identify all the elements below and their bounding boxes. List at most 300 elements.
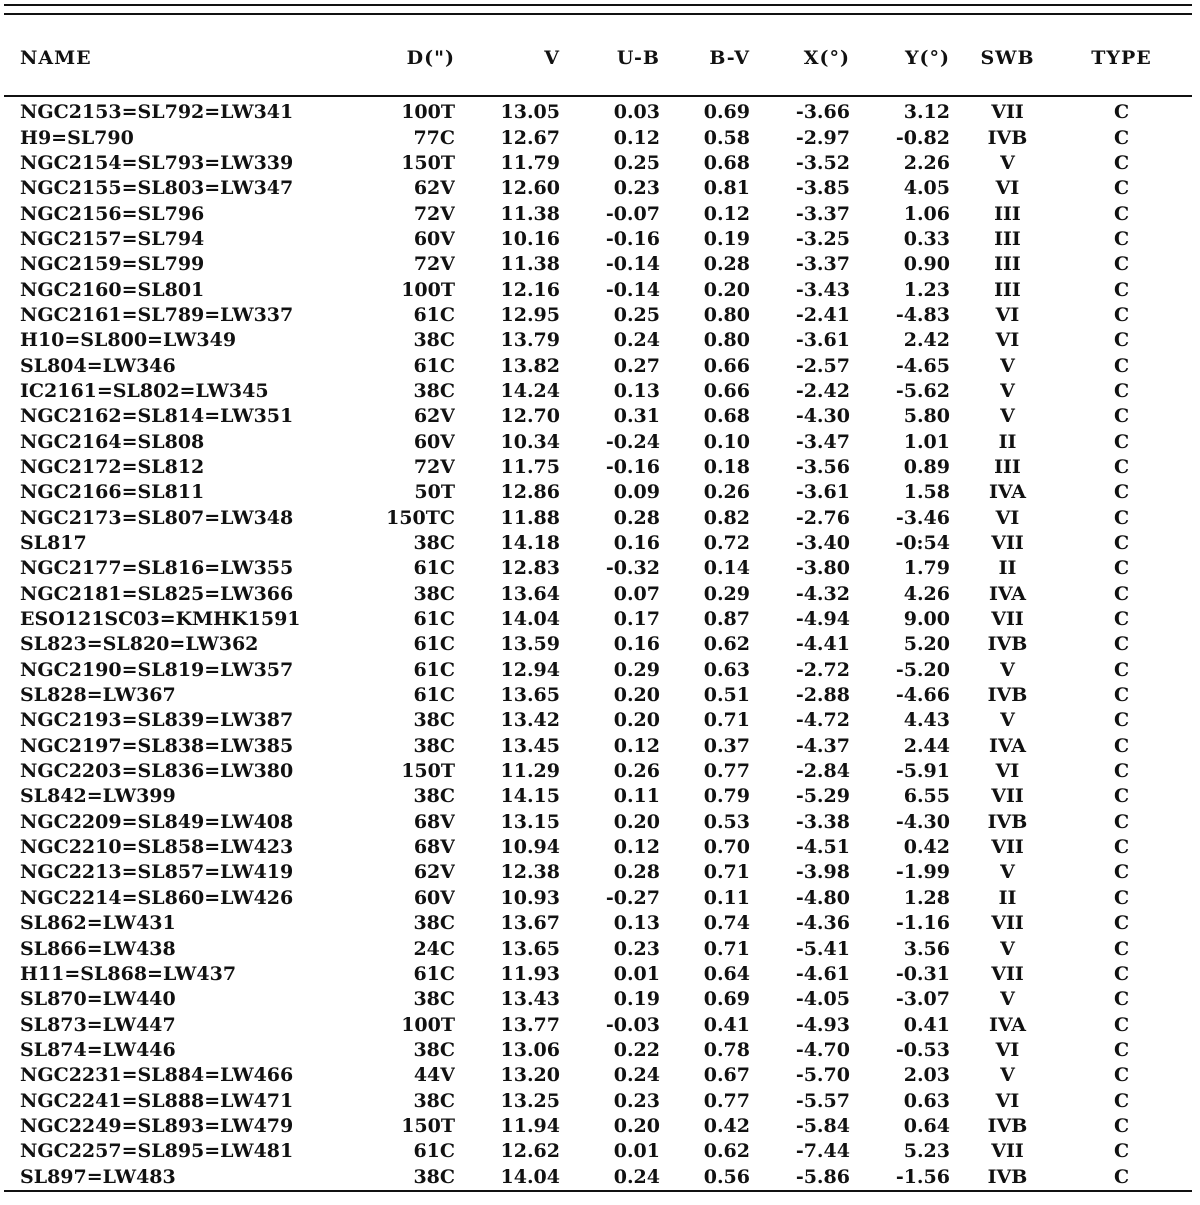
cell-diameter: 62V bbox=[413, 861, 455, 884]
cell-y: -5.62 bbox=[895, 379, 950, 402]
cell-u-b: 0.20 bbox=[613, 709, 660, 732]
cluster-table bbox=[20, 35, 1178, 1190]
cell-x: -2.76 bbox=[795, 506, 850, 529]
cell-y: 2.03 bbox=[903, 1064, 950, 1087]
cell-x: -4.93 bbox=[795, 1013, 850, 1036]
cell-y: 6.55 bbox=[903, 785, 950, 808]
cell-type: C bbox=[1113, 709, 1130, 732]
column-header-x: X(°) bbox=[803, 46, 850, 69]
cell-type: C bbox=[1113, 354, 1130, 377]
table-row bbox=[20, 1164, 1178, 1189]
cell-name: SL817 bbox=[20, 532, 87, 555]
column-header-name: NAME bbox=[20, 46, 92, 69]
cell-name: NGC2155=SL803=LW347 bbox=[20, 177, 294, 200]
cell-y: 5.23 bbox=[903, 1140, 950, 1163]
cell-v: 13.45 bbox=[500, 734, 560, 757]
cell-v: 13.05 bbox=[500, 101, 560, 124]
column-header-type: TYPE bbox=[1091, 46, 1152, 69]
cell-swb: V bbox=[1000, 379, 1015, 402]
cell-v: 13.67 bbox=[500, 912, 560, 935]
cell-name: NGC2160=SL801 bbox=[20, 278, 205, 301]
cell-u-b: 0.28 bbox=[613, 861, 660, 884]
cell-v: 13.77 bbox=[500, 1013, 560, 1036]
cell-type: C bbox=[1113, 886, 1130, 909]
cell-diameter: 61C bbox=[413, 608, 455, 631]
cell-swb: V bbox=[1000, 988, 1015, 1011]
cell-u-b: 0.11 bbox=[613, 785, 660, 808]
cell-y: -4.83 bbox=[895, 303, 950, 326]
cell-b-v: 0.62 bbox=[703, 1140, 750, 1163]
cell-name: NGC2214=SL860=LW426 bbox=[20, 886, 294, 909]
cell-y: 1.01 bbox=[903, 430, 950, 453]
cell-x: -3.37 bbox=[795, 202, 850, 225]
cell-x: -4.72 bbox=[795, 709, 850, 732]
cell-diameter: 38C bbox=[413, 709, 455, 732]
cell-name: NGC2190=SL819=LW357 bbox=[20, 658, 294, 681]
cell-type: C bbox=[1113, 582, 1130, 605]
cell-y: 2.26 bbox=[903, 151, 950, 174]
cell-y: -3.46 bbox=[895, 506, 950, 529]
cell-type: C bbox=[1113, 329, 1130, 352]
cell-x: -3.98 bbox=[795, 861, 850, 884]
cell-type: C bbox=[1113, 1114, 1130, 1137]
cell-swb: VII bbox=[991, 532, 1024, 555]
cell-v: 12.67 bbox=[500, 126, 560, 149]
cell-type: C bbox=[1113, 506, 1130, 529]
cell-swb: II bbox=[998, 557, 1017, 580]
cell-name: H11=SL868=LW437 bbox=[20, 962, 237, 985]
cell-x: -7.44 bbox=[795, 1140, 850, 1163]
cell-x: -3.61 bbox=[795, 329, 850, 352]
cell-type: C bbox=[1113, 430, 1130, 453]
cell-u-b: 0.12 bbox=[613, 126, 660, 149]
cell-v: 13.82 bbox=[500, 354, 560, 377]
cell-x: -2.72 bbox=[795, 658, 850, 681]
cell-u-b: 0.07 bbox=[613, 582, 660, 605]
cell-type: C bbox=[1113, 912, 1130, 935]
cell-u-b: 0.25 bbox=[613, 151, 660, 174]
cell-swb: III bbox=[994, 202, 1021, 225]
cell-diameter: 150TC bbox=[386, 506, 455, 529]
cell-swb: VI bbox=[995, 1038, 1020, 1061]
cell-v: 13.65 bbox=[500, 684, 560, 707]
cell-swb: VI bbox=[995, 506, 1020, 529]
table-row bbox=[20, 480, 1178, 505]
table-row bbox=[20, 1139, 1178, 1164]
cell-y: 0.64 bbox=[903, 1114, 950, 1137]
table-row bbox=[20, 810, 1178, 835]
cell-type: C bbox=[1113, 1089, 1130, 1112]
cell-v: 13.43 bbox=[500, 988, 560, 1011]
cell-u-b: 0.20 bbox=[613, 684, 660, 707]
cell-y: 1.79 bbox=[903, 557, 950, 580]
cell-y: 9.00 bbox=[903, 608, 950, 631]
cell-y: 2.42 bbox=[903, 329, 950, 352]
cell-name: SL874=LW446 bbox=[20, 1038, 176, 1061]
cell-x: -3.38 bbox=[795, 810, 850, 833]
cell-x: -4.30 bbox=[795, 405, 850, 428]
cell-v: 13.20 bbox=[500, 1064, 560, 1087]
cell-x: -2.42 bbox=[795, 379, 850, 402]
cell-b-v: 0.64 bbox=[703, 962, 750, 985]
cell-type: C bbox=[1113, 481, 1130, 504]
cell-b-v: 0.26 bbox=[703, 481, 750, 504]
cell-b-v: 0.12 bbox=[703, 202, 750, 225]
cell-type: C bbox=[1113, 227, 1130, 250]
cell-y: 3.56 bbox=[903, 937, 950, 960]
table-row bbox=[20, 936, 1178, 961]
cell-type: C bbox=[1113, 658, 1130, 681]
cell-type: C bbox=[1113, 608, 1130, 631]
cell-x: -5.41 bbox=[795, 937, 850, 960]
cell-swb: III bbox=[994, 455, 1021, 478]
cell-v: 10.16 bbox=[500, 227, 560, 250]
cell-v: 13.59 bbox=[500, 633, 560, 656]
cell-y: -4.65 bbox=[895, 354, 950, 377]
cell-diameter: 38C bbox=[413, 379, 455, 402]
table-row bbox=[20, 708, 1178, 733]
cell-y: -5.20 bbox=[895, 658, 950, 681]
cell-type: C bbox=[1113, 734, 1130, 757]
cell-type: C bbox=[1113, 1038, 1130, 1061]
cell-swb: IVB bbox=[987, 633, 1028, 656]
table-row bbox=[20, 379, 1178, 404]
header-spacer bbox=[20, 80, 1178, 100]
cell-b-v: 0.51 bbox=[703, 684, 750, 707]
table-row bbox=[20, 683, 1178, 708]
cell-name: SL873=LW447 bbox=[20, 1013, 176, 1036]
cell-name: SL866=LW438 bbox=[20, 937, 176, 960]
cell-u-b: 0.20 bbox=[613, 1114, 660, 1137]
table-header bbox=[20, 35, 1178, 100]
cell-y: 0.33 bbox=[903, 227, 950, 250]
cell-v: 12.38 bbox=[500, 861, 560, 884]
cell-diameter: 61C bbox=[413, 354, 455, 377]
table-row bbox=[20, 556, 1178, 581]
cell-type: C bbox=[1113, 1013, 1130, 1036]
cell-diameter: 62V bbox=[413, 177, 455, 200]
table-row bbox=[20, 734, 1178, 759]
cell-b-v: 0.72 bbox=[703, 532, 750, 555]
cell-name: SL823=SL820=LW362 bbox=[20, 633, 259, 656]
column-header-b-v: B-V bbox=[709, 46, 750, 69]
cell-type: C bbox=[1113, 177, 1130, 200]
cell-diameter: 61C bbox=[413, 1140, 455, 1163]
cell-v: 11.94 bbox=[500, 1114, 560, 1137]
cell-b-v: 0.58 bbox=[703, 126, 750, 149]
table-row bbox=[20, 429, 1178, 454]
cell-u-b: 0.26 bbox=[613, 760, 660, 783]
table-row bbox=[20, 227, 1178, 252]
cell-name: NGC2213=SL857=LW419 bbox=[20, 861, 294, 884]
cell-y: -1.16 bbox=[895, 912, 950, 935]
cell-b-v: 0.79 bbox=[703, 785, 750, 808]
cell-diameter: 72V bbox=[413, 202, 455, 225]
cell-b-v: 0.77 bbox=[703, 760, 750, 783]
column-header-swb: SWB bbox=[980, 46, 1035, 69]
cell-y: 1.06 bbox=[903, 202, 950, 225]
cell-b-v: 0.14 bbox=[703, 557, 750, 580]
cell-name: NGC2172=SL812 bbox=[20, 455, 205, 478]
cell-u-b: 0.16 bbox=[613, 633, 660, 656]
cell-name: IC2161=SL802=LW345 bbox=[20, 379, 269, 402]
cell-u-b: 0.31 bbox=[613, 405, 660, 428]
table-row bbox=[20, 151, 1178, 176]
cell-type: C bbox=[1113, 126, 1130, 149]
cell-y: -4.30 bbox=[895, 810, 950, 833]
cell-b-v: 0.71 bbox=[703, 937, 750, 960]
cell-u-b: 0.01 bbox=[613, 1140, 660, 1163]
cell-swb: III bbox=[994, 227, 1021, 250]
cell-y: 1.58 bbox=[903, 481, 950, 504]
cell-u-b: 0.16 bbox=[613, 532, 660, 555]
cell-u-b: -0.14 bbox=[605, 253, 660, 276]
cell-u-b: 0.24 bbox=[613, 1064, 660, 1087]
cell-u-b: 0.23 bbox=[613, 177, 660, 200]
cell-swb: V bbox=[1000, 405, 1015, 428]
cell-u-b: 0.01 bbox=[613, 962, 660, 985]
cell-x: -4.41 bbox=[795, 633, 850, 656]
table-row bbox=[20, 455, 1178, 480]
cell-b-v: 0.74 bbox=[703, 912, 750, 935]
cell-swb: V bbox=[1000, 937, 1015, 960]
cell-diameter: 150T bbox=[401, 151, 455, 174]
cell-name: NGC2154=SL793=LW339 bbox=[20, 151, 294, 174]
cell-y: 0.89 bbox=[903, 455, 950, 478]
cell-diameter: 38C bbox=[413, 785, 455, 808]
cell-name: NGC2193=SL839=LW387 bbox=[20, 709, 294, 732]
cell-v: 12.86 bbox=[500, 481, 560, 504]
cell-x: -3.80 bbox=[795, 557, 850, 580]
cell-b-v: 0.56 bbox=[703, 1165, 750, 1188]
cell-x: -5.86 bbox=[795, 1165, 850, 1188]
table-row bbox=[20, 252, 1178, 277]
cell-x: -2.84 bbox=[795, 760, 850, 783]
cell-type: C bbox=[1113, 101, 1130, 124]
cell-b-v: 0.20 bbox=[703, 278, 750, 301]
cell-b-v: 0.19 bbox=[703, 227, 750, 250]
cell-name: NGC2197=SL838=LW385 bbox=[20, 734, 294, 757]
table-row bbox=[20, 176, 1178, 201]
cell-u-b: -0.27 bbox=[605, 886, 660, 909]
cell-y: -3.07 bbox=[895, 988, 950, 1011]
cell-diameter: 60V bbox=[413, 886, 455, 909]
cell-v: 13.65 bbox=[500, 937, 560, 960]
cell-name: SL870=LW440 bbox=[20, 988, 176, 1011]
cell-x: -3.40 bbox=[795, 532, 850, 555]
cell-swb: VII bbox=[991, 962, 1024, 985]
cell-b-v: 0.78 bbox=[703, 1038, 750, 1061]
cell-swb: IVB bbox=[987, 1114, 1028, 1137]
table-row bbox=[20, 784, 1178, 809]
cell-b-v: 0.68 bbox=[703, 151, 750, 174]
cell-b-v: 0.81 bbox=[703, 177, 750, 200]
cell-v: 13.42 bbox=[500, 709, 560, 732]
cell-name: SL804=LW346 bbox=[20, 354, 176, 377]
table-row bbox=[20, 1088, 1178, 1113]
cell-x: -5.57 bbox=[795, 1089, 850, 1112]
cell-diameter: 38C bbox=[413, 988, 455, 1011]
cell-x: -3.25 bbox=[795, 227, 850, 250]
cell-name: SL897=LW483 bbox=[20, 1165, 176, 1188]
cell-name: NGC2231=SL884=LW466 bbox=[20, 1064, 294, 1087]
cell-x: -4.61 bbox=[795, 962, 850, 985]
cell-y: 2.44 bbox=[903, 734, 950, 757]
cell-diameter: 72V bbox=[413, 253, 455, 276]
cell-v: 12.83 bbox=[500, 557, 560, 580]
cell-b-v: 0.29 bbox=[703, 582, 750, 605]
cell-type: C bbox=[1113, 836, 1130, 859]
cell-swb: V bbox=[1000, 1064, 1015, 1087]
cell-y: 4.43 bbox=[903, 709, 950, 732]
cell-type: C bbox=[1113, 405, 1130, 428]
cell-x: -3.56 bbox=[795, 455, 850, 478]
cell-v: 12.60 bbox=[500, 177, 560, 200]
cell-name: NGC2257=SL895=LW481 bbox=[20, 1140, 294, 1163]
cell-u-b: 0.24 bbox=[613, 329, 660, 352]
cell-v: 14.04 bbox=[500, 608, 560, 631]
cell-type: C bbox=[1113, 151, 1130, 174]
cell-b-v: 0.11 bbox=[703, 886, 750, 909]
cell-diameter: 100T bbox=[401, 101, 455, 124]
cell-name: SL862=LW431 bbox=[20, 912, 176, 935]
cell-swb: III bbox=[994, 253, 1021, 276]
cell-type: C bbox=[1113, 202, 1130, 225]
cell-y: 5.20 bbox=[903, 633, 950, 656]
cell-swb: VI bbox=[995, 303, 1020, 326]
cell-u-b: 0.27 bbox=[613, 354, 660, 377]
cell-x: -3.43 bbox=[795, 278, 850, 301]
cell-u-b: 0.24 bbox=[613, 1165, 660, 1188]
cell-type: C bbox=[1113, 1165, 1130, 1188]
cell-diameter: 24C bbox=[413, 937, 455, 960]
cell-x: -4.37 bbox=[795, 734, 850, 757]
cell-name: H9=SL790 bbox=[20, 126, 134, 149]
cell-b-v: 0.53 bbox=[703, 810, 750, 833]
cell-x: -4.80 bbox=[795, 886, 850, 909]
cell-name: NGC2157=SL794 bbox=[20, 227, 205, 250]
table-row bbox=[20, 531, 1178, 556]
table-row bbox=[20, 303, 1178, 328]
cell-swb: VI bbox=[995, 1089, 1020, 1112]
cell-diameter: 38C bbox=[413, 532, 455, 555]
cell-x: -4.05 bbox=[795, 988, 850, 1011]
cell-type: C bbox=[1113, 633, 1130, 656]
cell-v: 13.25 bbox=[500, 1089, 560, 1112]
cell-swb: IVB bbox=[987, 126, 1028, 149]
table-row bbox=[20, 582, 1178, 607]
cell-diameter: 38C bbox=[413, 912, 455, 935]
cell-u-b: 0.19 bbox=[613, 988, 660, 1011]
cell-name: NGC2164=SL808 bbox=[20, 430, 205, 453]
cell-u-b: -0.16 bbox=[605, 455, 660, 478]
column-header-y: Y(°) bbox=[904, 46, 950, 69]
cell-swb: V bbox=[1000, 709, 1015, 732]
table-row bbox=[20, 277, 1178, 302]
cell-b-v: 0.80 bbox=[703, 329, 750, 352]
cell-v: 11.79 bbox=[500, 151, 560, 174]
cell-v: 11.38 bbox=[500, 253, 560, 276]
cell-type: C bbox=[1113, 253, 1130, 276]
cell-type: C bbox=[1113, 1064, 1130, 1087]
top-rule-lower bbox=[4, 13, 1192, 15]
cell-swb: IVB bbox=[987, 684, 1028, 707]
cell-diameter: 44V bbox=[413, 1064, 455, 1087]
cell-diameter: 61C bbox=[413, 557, 455, 580]
table-row bbox=[20, 201, 1178, 226]
cell-u-b: -0.32 bbox=[605, 557, 660, 580]
cell-x: -4.36 bbox=[795, 912, 850, 935]
table-row bbox=[20, 835, 1178, 860]
cell-v: 11.75 bbox=[500, 455, 560, 478]
cell-swb: II bbox=[998, 886, 1017, 909]
cell-y: 0.42 bbox=[903, 836, 950, 859]
cell-diameter: 150T bbox=[401, 760, 455, 783]
cell-x: -4.32 bbox=[795, 582, 850, 605]
cell-name: NGC2241=SL888=LW471 bbox=[20, 1089, 294, 1112]
table-row bbox=[20, 987, 1178, 1012]
cell-type: C bbox=[1113, 937, 1130, 960]
cell-diameter: 62V bbox=[413, 405, 455, 428]
cell-b-v: 0.70 bbox=[703, 836, 750, 859]
cell-u-b: 0.23 bbox=[613, 1089, 660, 1112]
cell-swb: V bbox=[1000, 861, 1015, 884]
cell-diameter: 38C bbox=[413, 329, 455, 352]
cell-type: C bbox=[1113, 988, 1130, 1011]
cell-b-v: 0.87 bbox=[703, 608, 750, 631]
cell-diameter: 38C bbox=[413, 1089, 455, 1112]
table-row bbox=[20, 962, 1178, 987]
cell-v: 13.79 bbox=[500, 329, 560, 352]
cell-y: 0.63 bbox=[903, 1089, 950, 1112]
cell-diameter: 38C bbox=[413, 1038, 455, 1061]
cell-name: NGC2173=SL807=LW348 bbox=[20, 506, 294, 529]
cell-y: 4.05 bbox=[903, 177, 950, 200]
table-row bbox=[20, 100, 1178, 125]
cell-b-v: 0.82 bbox=[703, 506, 750, 529]
cell-type: C bbox=[1113, 810, 1130, 833]
cell-swb: VII bbox=[991, 836, 1024, 859]
cell-diameter: 100T bbox=[401, 278, 455, 301]
cell-name: NGC2159=SL799 bbox=[20, 253, 205, 276]
cell-type: C bbox=[1113, 1140, 1130, 1163]
cell-b-v: 0.62 bbox=[703, 633, 750, 656]
cell-x: -3.61 bbox=[795, 481, 850, 504]
cell-v: 10.94 bbox=[500, 836, 560, 859]
cell-v: 13.15 bbox=[500, 810, 560, 833]
table-row bbox=[20, 886, 1178, 911]
cell-u-b: -0.07 bbox=[605, 202, 660, 225]
column-header-diameter: D(") bbox=[406, 46, 455, 69]
cell-diameter: 50T bbox=[414, 481, 455, 504]
cell-diameter: 72V bbox=[413, 455, 455, 478]
cell-x: -3.85 bbox=[795, 177, 850, 200]
top-rule-upper bbox=[4, 4, 1192, 6]
cell-diameter: 38C bbox=[413, 734, 455, 757]
cell-x: -2.88 bbox=[795, 684, 850, 707]
cell-v: 12.16 bbox=[500, 278, 560, 301]
cell-swb: IVA bbox=[989, 734, 1026, 757]
cell-v: 10.34 bbox=[500, 430, 560, 453]
cell-b-v: 0.68 bbox=[703, 405, 750, 428]
cell-u-b: 0.13 bbox=[613, 912, 660, 935]
cell-y: -0.31 bbox=[895, 962, 950, 985]
table-row bbox=[20, 911, 1178, 936]
cell-y: -4.66 bbox=[895, 684, 950, 707]
cell-swb: IVB bbox=[987, 1165, 1028, 1188]
cell-v: 14.15 bbox=[500, 785, 560, 808]
table-row bbox=[20, 1063, 1178, 1088]
